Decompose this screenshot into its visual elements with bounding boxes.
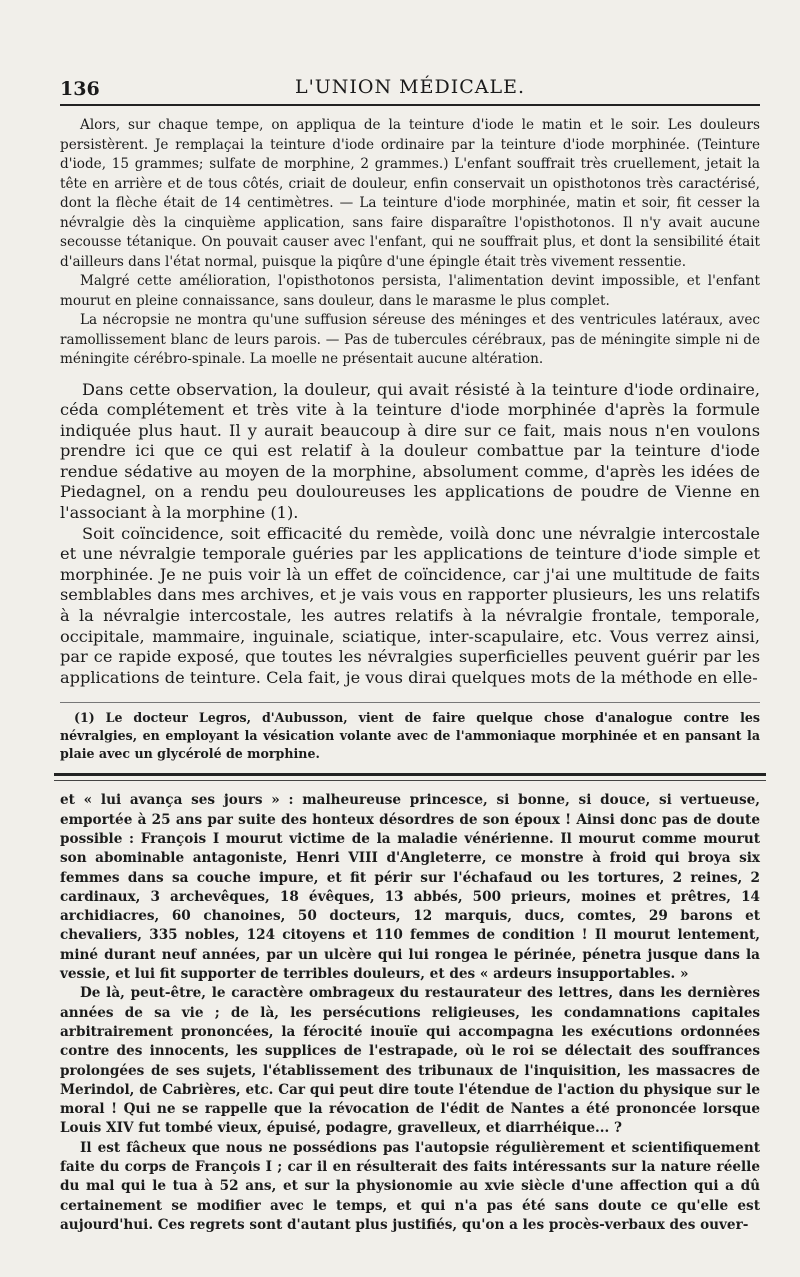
feuilleton-paragraph-3: Il est fâcheux que nous ne possédions pas l'autopsie régulièrement et scientifiquement faite du corps de François I ; car il en résulterait des faits intéressants sur la nature réelle du mal qui le tua à 52 ans, et sur la physionomie au xvie siècle d'une affection qui a dû certainement se modifier avec le temps, et qui n'a pas été sans doute ce qu'elle est aujourd'hui. Ces regrets sont d'autant plus justifiés, qu'on a les procès-verbaux des ouver-: [60, 1139, 760, 1233]
running-head: [60, 70, 760, 106]
journal-title: L'UNION MÉDICALE.: [294, 76, 526, 98]
main-paragraph-2: Soit coïncidence, soit efficacité du remède, voilà donc une névralgie intercostale et une névralgie temporale guéries par les applications de teinture d'iode simple et morphinée. Je ne puis voir là un effet de coïncidence, car j'ai une multitude de faits semblables dans mes archives, et je vais vous en rapporter plusieurs, les uns relatifs à la névralgie intercostale, les autres relatifs à la névralgie frontale, temporale, occipitale, mammaire, inguinale, sciatique, inter-scapulaire, etc. Vous verrez ainsi, par ce rapide exposé, que toutes les névralgies superficielles peuvent guérir par les applications de teinture. Cela fait, je vous dirai quelques mots de la méthode en elle-: [60, 523, 760, 687]
observation-paragraph-1: Alors, sur chaque tempe, on appliqua de la teinture d'iode le matin et le soir. Les douleurs persistèrent. Je remplaçai la teinture d'iode ordinaire par la teinture d'iode morphinée. (Teinture d'iode, 15 grammes; sulfate de morphine, 2 grammes.) L'enfant souffrait très cruellement, jetait la tête en arrière et de tous côtés, criait de douleur, enfin conservait un opisthotonos très caractérisé, dont la flèche était de 14 centimètres. — La teinture d'iode morphinée, matin et soir, fit cesser la névralgie dès la cinquième application, sans faire disparaître l'opisthotonos. Il n'y avait aucune secousse tétanique. On pouvait causer avec l'enfant, qui ne souffrait plus, et dont la sensibilité était d'ailleurs dans l'état normal, puisque la piqûre d'une épingle était très vivement ressentie.: [60, 117, 760, 270]
observation-paragraph-3: La nécropsie ne montra qu'une suffusion séreuse des méninges et des ventricules latéraux, avec ramollissement blanc de leurs parois. — Pas de tubercules cérébraux, pas de méningite simple ni de méningite cérébro-spinale. La moelle ne présentait aucune altération.: [60, 312, 760, 367]
feuilleton: [60, 791, 760, 1235]
feuilleton-paragraph-2: De là, peut-être, le caractère ombrageux du restaurateur des lettres, dans les dernières années de sa vie ; de là, les persécutions religieuses, les condamnations capitales arbitrairement prononcées, la férocité inouïe qui accompagna les exécutions ordonnées contre des innocents, les supplices de l'estrapade, où le roi se délectait des souffrances prolongées de ses sujets, l'établissement des tribunaux de l'inquisition, les massacres de Merindol, de Cabrières, etc. Car qui peut dire toute l'étendue de l'action du physique sur le moral ! Qui ne se rappelle que la révocation de l'édit de Nantes a été prononcée lorsque Louis XIV fut tombé vieux, épuisé, podagre, gravelleux, et diarrhéique... ?: [60, 985, 760, 1137]
footnote: [60, 702, 760, 763]
main-paragraph-1: Dans cette observation, la douleur, qui avait résisté à la teinture d'iode ordinaire, céda complétement et très vite à la teinture d'iode morphinée d'après la formule indiquée plus haut. Il y aurait beaucoup à dire sur ce fait, mais nous n'en voulons prendre ici que ce qui est relatif à la douleur combattue par la teinture d'iode rendue sédative au moyen de la morphine, absolument comme, d'après les idées de Piedagnel, on a rendu peu douloureuses les applications de poudre de Vienne en l'associant à la morphine (1).: [60, 379, 760, 523]
footnote-text: (1) Le docteur Legros, d'Aubusson, vient de faire quelque chose d'analogue contre les névralgies, en employant la vésication volante avec de l'ammoniaque morphinée et en pansant la plaie avec un glycérolé de morphine.: [60, 710, 760, 762]
feuilleton-paragraph-1: et « lui avança ses jours » : malheureuse princesce, si bonne, si douce, si vertueuse, emportée à 25 ans par suite des honteux désordres de son époux ! Ainsi donc pas de doute possible : François I mourut victime de la maladie vénérienne. Il mourut comme mourut son abominable antagoniste, Henri VIII d'Angleterre, ce monstre à froid qui broya six femmes dans sa couche impure, et fit périr sur l'échafaud ou les tortures, 2 reines, 2 cardinaux, 3 archevêques, 18 évêques, 13 abbés, 500 prieurs, moines et prêtres, 14 archidiacres, 60 chanoines, 50 docteurs, 12 marquis, ducs, comtes, 29 barons et chevaliers, 335 nobles, 124 citoyens et 110 femmes de condition ! Il mourut lentement, miné durant neuf années, par un ulcère qui lui rongea le périnée, pénetra jusque dans la vessie, et lui fit supporter de terribles douleurs, et des « ardeurs insupportables. »: [60, 792, 760, 983]
main-text: [60, 380, 760, 689]
feuilleton-separator: [54, 773, 766, 776]
feuilleton-separator-thin: [54, 780, 766, 781]
page-number: 136: [60, 78, 100, 100]
observation-paragraph-2: Malgré cette amélioration, l'opisthotonos persista, l'alimentation devint impossible, et l'enfant mourut en pleine connaissance, sans douleur, dans le marasme le plus complet.: [60, 273, 760, 309]
observation-section: [60, 116, 760, 370]
